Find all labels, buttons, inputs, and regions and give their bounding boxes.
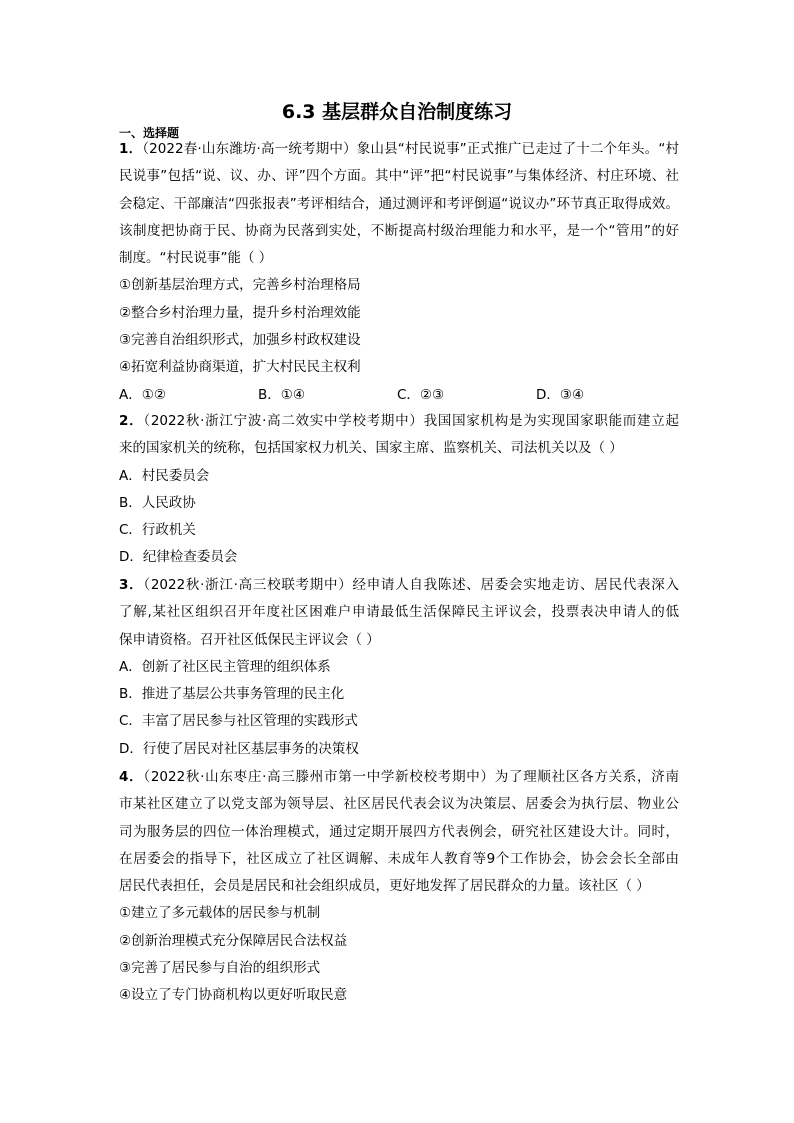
choice-a[interactable]: A．村民委员会 [119, 467, 210, 484]
choice-b[interactable]: B．①④ [258, 386, 305, 403]
statement-item: ③完善自治组织形式，加强乡村政权建设 [119, 332, 361, 349]
question-2 [119, 408, 679, 572]
choice-d[interactable]: D．③④ [536, 386, 585, 403]
question-number: 1． [119, 141, 143, 157]
statement-item: ①建立了多元载体的居民参与机制 [119, 905, 321, 922]
choice-b[interactable]: B．人民政协 [119, 494, 196, 511]
question-4 [119, 764, 679, 1010]
choice-d[interactable]: D．行使了居民对社区基层事务的决策权 [119, 740, 359, 757]
section-heading: 一、选择题 [119, 126, 180, 140]
question-line: 2．（2022秋·浙江宁波·高二效实中学校考期中）我国国家机构是为实现国家职能而建立起 [119, 413, 679, 429]
statement-item: ①创新基层治理方式，完善乡村治理格局 [119, 277, 361, 294]
statement-item: ④拓宽利益协商渠道，扩大村民民主权利 [119, 359, 361, 376]
statement-item: ②创新治理模式充分保障居民合法权益 [119, 932, 348, 949]
choice-c[interactable]: C．丰富了居民参与社区管理的实践形式 [119, 713, 358, 730]
question-line: 会稳定、干部廉洁“四张报表”考评相结合，通过测评和考评倒逼“说议办”环节真正取得成效。 [119, 195, 679, 212]
choice-c[interactable]: C．行政机关 [119, 522, 196, 539]
choice-a[interactable]: A．①② [119, 386, 166, 403]
question-1 [119, 136, 679, 409]
choice-d[interactable]: D．纪律检查委员会 [119, 549, 238, 566]
choice-a[interactable]: A．创新了社区民主管理的组织体系 [119, 658, 331, 675]
question-line: 民说事”包括“说、议、办、评”四个方面。其中“评”把“村民说事”与集体经济、村庄环境、社 [119, 168, 679, 185]
statement-item: ④设立了专门协商机构以更好听取民意 [119, 987, 348, 1004]
question-3 [119, 572, 679, 763]
question-line: 居民代表担任，会员是居民和社会组织成员，更好地发挥了居民群众的力量。该社区（ ） [119, 878, 650, 895]
question-number: 2． [119, 413, 144, 429]
choice-b[interactable]: B．推进了基层公共事务管理的民主化 [119, 686, 345, 703]
question-number: 4． [119, 769, 144, 785]
question-number: 3． [119, 577, 144, 593]
question-line: 1．（2022春·山东潍坊·高一统考期中）象山县“村民说事”正式推广已走过了十二个年头。“村 [119, 141, 679, 157]
question-line: 制度。“村民说事”能（ ） [119, 250, 273, 267]
choice-row [119, 382, 679, 409]
statement-item: ②整合乡村治理力量，提升乡村治理效能 [119, 304, 361, 321]
statement-item: ③完善了居民参与自治的组织形式 [119, 960, 321, 977]
choice-c[interactable]: C．②③ [397, 386, 445, 403]
question-line: 保申请资格。召开社区低保民主评议会（ ） [119, 631, 380, 648]
question-line: 3．（2022秋·浙江·高三校联考期中）经申请人自我陈述、居委会实地走访、居民代表深入 [119, 577, 679, 593]
question-line: 来的国家机关的统称，包括国家权力机关、国家主席、监察机关、司法机关以及（ ） [119, 440, 623, 457]
question-line: 了解,某社区组织召开年度社区困难户申请最低生活保障民主评议会，投票表决申请人的低 [119, 604, 679, 621]
page-title: 6.3 基层群众自治制度练习 [281, 101, 513, 123]
question-line: 市某社区建立了以党支部为领导层、社区居民代表会议为决策层、居委会为执行层、物业公 [119, 796, 679, 813]
question-line: 在居委会的指导下，社区成立了社区调解、未成年人教育等9个工作协会，协会会长全部由 [119, 850, 679, 867]
question-line: 4．（2022秋·山东枣庄·高三滕州市第一中学新校校考期中）为了理顺社区各方关系，济南 [119, 769, 679, 785]
question-line: 司为服务层的四位一体治理模式，通过定期开展四方代表例会，研究社区建设大计。同时， [119, 823, 679, 840]
question-line: 该制度把协商于民、协商为民落到实处，不断提高村级治理能力和水平，是一个“管用”的好 [119, 222, 679, 239]
